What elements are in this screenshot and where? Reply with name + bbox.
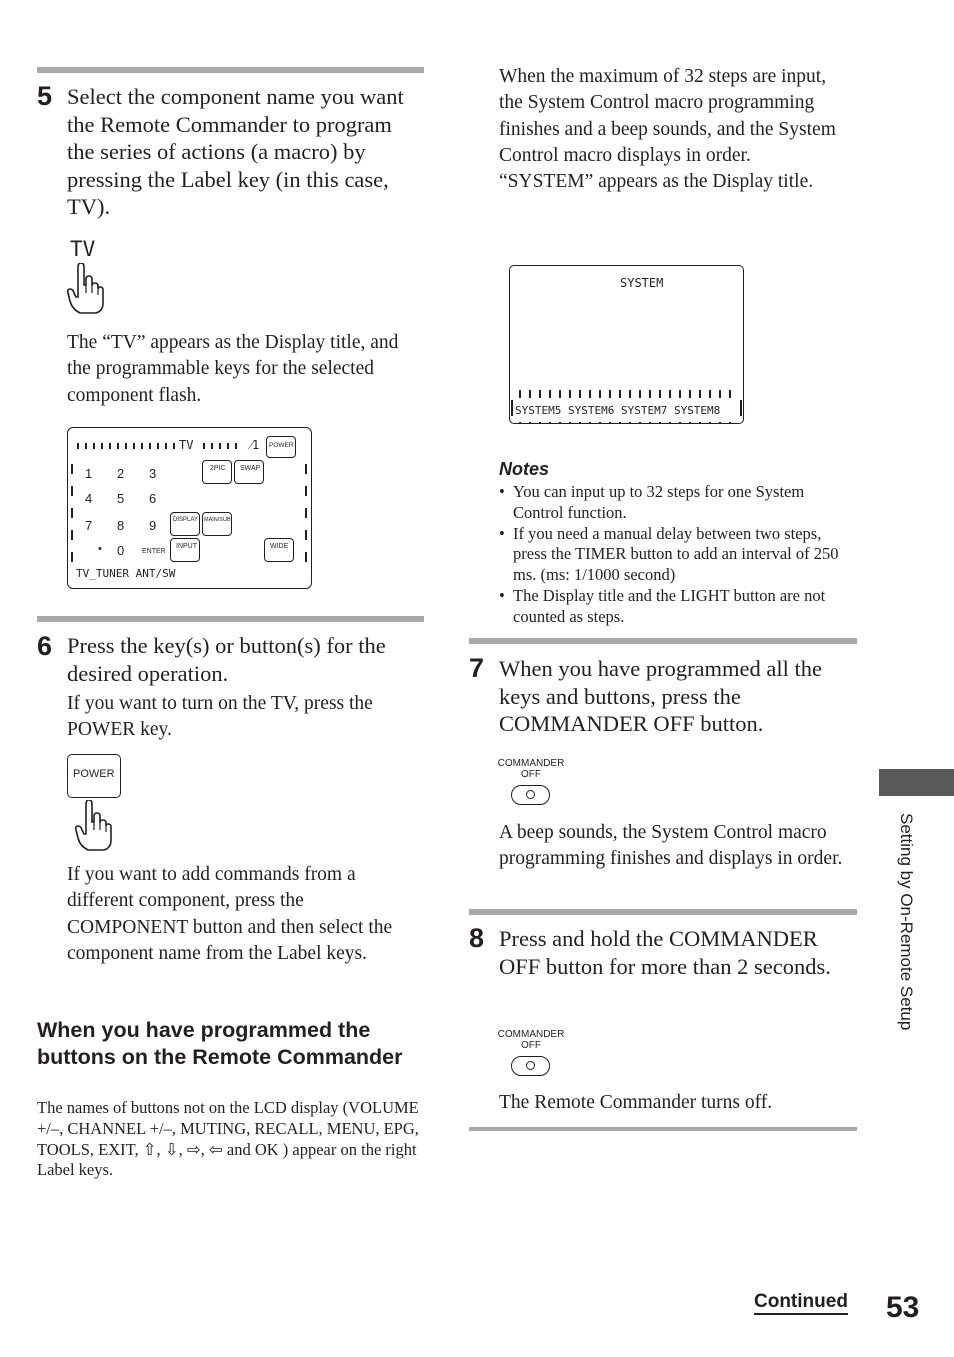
commander-off-oval-1 — [511, 785, 550, 805]
lcd-tv-display-key — [170, 512, 200, 536]
step6-title: Press the key(s) or button(s) for the desired operation. — [67, 633, 386, 686]
note-item: • If you need a manual delay between two steps, press the TIMER button to add an interval of 250 ms. (ms: 1/1000 second) — [499, 524, 849, 586]
power-key-illustration — [67, 754, 121, 798]
lcd-system-bottom: SYSTEM5 SYSTEM6 SYSTEM7 SYSTEM8 — [515, 404, 721, 417]
lcd-tv-input-label: INPUT — [176, 543, 197, 550]
lcd-tv-digit-1: 1 — [85, 466, 93, 481]
lcd-tv-digit-9: 9 — [149, 518, 157, 533]
lcd-tv-digit-6: 6 — [149, 491, 157, 506]
commander-off-button-1 — [497, 758, 565, 808]
notes-list — [499, 482, 849, 628]
lcd-system-title: SYSTEM — [620, 276, 664, 290]
right-intro: When the maximum of 32 steps are input, the System Control macro programming finishes and a beep sounds, and the System Control macro displays in order. “SYSTEM” appears as the Display title. — [499, 66, 836, 193]
lcd-system-tick-marks — [510, 266, 743, 423]
step7-title: When you have programmed all the keys and buttons, press the COMMANDER OFF button. — [499, 656, 823, 736]
step7-body: A beep sounds, the System Control macro programming finishes and displays in order. — [499, 822, 843, 870]
lcd-tv-enter: ENTER — [142, 548, 166, 555]
step5-rule — [37, 67, 424, 73]
lcd-tv-swap-key — [234, 460, 264, 484]
note-item: • You can input up to 32 steps for one System Control function. — [499, 482, 849, 524]
side-tab-block — [879, 769, 954, 796]
lcd-tv-digit-4: 4 — [85, 491, 93, 506]
lcd-display-tv — [67, 427, 312, 589]
lcd-tv-digit-5: 5 — [117, 491, 125, 506]
circle-icon — [526, 1061, 535, 1070]
commander-off-label-2b: OFF — [521, 1040, 541, 1051]
lcd-tv-title: TV — [179, 438, 194, 452]
lcd-tv-digit-7: 7 — [85, 518, 93, 533]
pointing-hand-icon — [74, 800, 114, 852]
step8-title: Press and hold the COMMANDER OFF button for more than 2 seconds. — [499, 926, 831, 979]
label-key-tv-text: TV — [70, 237, 96, 261]
notes-heading: Notes — [499, 459, 550, 479]
lcd-tv-battery: ⁄1 — [250, 438, 260, 452]
lcd-tv-digit-3: 3 — [149, 466, 157, 481]
closing-rule — [469, 1127, 857, 1131]
lcd-tv-digit-0: 0 — [117, 543, 125, 558]
step6-rule — [37, 616, 424, 622]
step5-title: Select the component name you want the Remote Commander to program the series of actions (a macro) by pressing the Label key (in this case, TV). — [67, 84, 404, 219]
step6-body2: If you want to add commands from a different component, press the COMPONENT button and then select the component name from the Label keys. — [67, 864, 393, 964]
lcd-tv-swap-label: SWAP — [240, 465, 261, 472]
lcd-tv-digit-8: 8 — [117, 518, 125, 533]
step8-body: The Remote Commander turns off. — [499, 1092, 773, 1113]
lcd-tv-dot: • — [98, 543, 102, 555]
step5-body: The “TV” appears as the Display title, and the programmable keys for the selected component flash. — [67, 332, 399, 406]
lcd-tv-power-key — [266, 436, 296, 458]
side-tab-label: Setting by On-Remote Setup — [897, 813, 916, 1031]
lcd-tv-input-key — [170, 538, 200, 562]
lcd-tv-2pic-label: 2PIC — [210, 465, 226, 472]
lcd-tv-mainsub-label: MAIN/SUB — [204, 517, 231, 523]
step6-body1: If you want to turn on the TV, press the POWER key. — [67, 693, 373, 741]
subsection-heading: When you have programmed the buttons on the Remote Commander — [37, 1018, 403, 1069]
lcd-tv-bottom-label: TV_TUNER ANT/SW — [76, 567, 176, 580]
lcd-tv-2pic-key — [202, 460, 232, 484]
pointing-hand-icon — [66, 263, 106, 315]
continued-label: Continued — [754, 1291, 848, 1315]
lcd-tv-digit-2: 2 — [117, 466, 125, 481]
label-key-tv — [68, 237, 108, 317]
commander-off-label-2a: COMMANDER — [497, 1029, 565, 1040]
step7-number: 7 — [469, 653, 485, 683]
lcd-tv-wide-label: WIDE — [270, 543, 289, 550]
commander-off-button-2 — [497, 1029, 565, 1079]
commander-off-label-1a: COMMANDER — [497, 758, 565, 769]
lcd-tv-display-label: DISPLAY — [173, 517, 198, 523]
commander-off-oval-2 — [511, 1056, 550, 1076]
note-item: • The Display title and the LIGHT button are not counted as steps. — [499, 586, 849, 628]
step7-rule — [469, 638, 857, 644]
subsection-body: The names of buttons not on the LCD display (VOLUME +/–, CHANNEL +/–, MUTING, RECALL, MENU, EPG, TOOLS, EXIT, ⇧, ⇩, ⇨, ⇦ and OK ) appear on the right Label keys. — [37, 1098, 419, 1180]
lcd-tv-wide-key — [264, 538, 294, 562]
page-number: 53 — [886, 1291, 920, 1324]
step6-number: 6 — [37, 631, 53, 661]
power-key-label: POWER — [73, 768, 115, 780]
step5-number: 5 — [37, 81, 53, 111]
commander-off-label-1b: OFF — [521, 769, 541, 780]
step8-number: 8 — [469, 923, 485, 953]
lcd-tv-power-label: POWER — [269, 442, 294, 449]
lcd-tv-mainsub-key — [202, 512, 232, 536]
lcd-display-system — [509, 265, 744, 424]
step8-rule — [469, 909, 857, 915]
circle-icon — [526, 790, 535, 799]
